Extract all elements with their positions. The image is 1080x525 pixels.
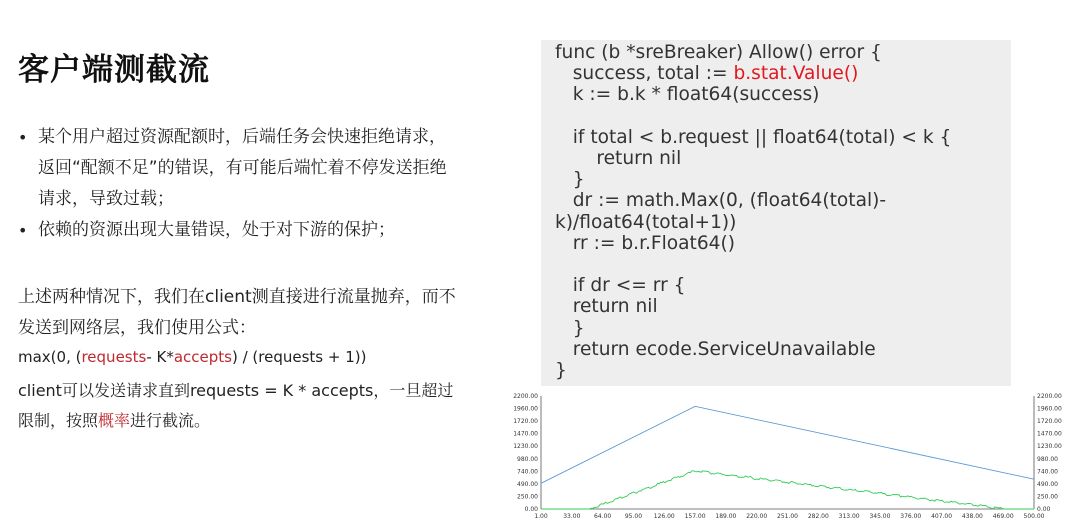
code-line: return nil (555, 148, 682, 170)
y-tick-label-left: 980.00 (517, 455, 538, 463)
y-tick-label-right: 1960.00 (1037, 405, 1062, 413)
code-line: k)/float64(total+1)) (555, 211, 737, 233)
y-tick-label-left: 1720.00 (513, 418, 538, 426)
code-line: } (555, 360, 567, 382)
code-highlight: b.stat.Value() (733, 63, 859, 85)
code-line: k := b.k * float64(success) (555, 84, 820, 106)
series-line-blue (541, 406, 1034, 483)
y-tick-label-left: 1960.00 (513, 405, 538, 413)
paragraph-limit-after: 进行截流。 (130, 411, 211, 430)
x-tick-label: 157.00 (684, 513, 706, 520)
x-tick-label: 189.00 (715, 513, 737, 520)
formula-prefix: max(0, ( (18, 348, 82, 366)
y-tick-label-right: 490.00 (1037, 480, 1058, 488)
code-text (555, 42, 951, 381)
y-tick-label-left: 2200.00 (513, 393, 538, 400)
bullet-list (18, 122, 458, 246)
y-tick-label-left: 0.00 (524, 506, 538, 513)
y-tick-label-left: 490.00 (517, 480, 538, 488)
x-tick-label: 313.00 (838, 513, 860, 520)
x-tick-label: 376.00 (900, 513, 922, 520)
traffic-chart (500, 388, 1075, 525)
x-tick-label: 1.00 (534, 513, 548, 520)
code-line: if dr <= rr { (555, 275, 686, 297)
paragraph-limit (18, 376, 458, 436)
y-tick-label-right: 0.00 (1037, 506, 1051, 513)
code-line: if total < b.request || float64(total) < k { (555, 126, 952, 148)
code-line: func (b *sreBreaker) Allow() error { (555, 42, 882, 63)
formula-requests: requests (81, 348, 147, 366)
y-tick-label-right: 740.00 (1037, 468, 1058, 476)
bullet-dot: • (18, 221, 28, 240)
code-line: return ecode.ServiceUnavailable (555, 338, 876, 360)
bullet-item (18, 122, 458, 215)
paragraph-intro: 上述两种情况下，我们在client测直接进行流量抛弃，而不发送到网络层，我们使用公式： (18, 287, 456, 338)
code-line: success, total := (555, 63, 734, 85)
formula-middle: - K* (146, 348, 174, 366)
x-tick-label: 126.00 (653, 513, 675, 520)
x-tick-label: 469.00 (992, 513, 1014, 520)
paragraph-limit-before: client可以发送请求直到requests = K * accepts，一旦超过限制，按照 (18, 381, 454, 430)
y-tick-label-right: 1470.00 (1037, 430, 1062, 438)
x-tick-label: 251.00 (777, 513, 798, 520)
page-title: 客户端测截流 (18, 52, 210, 88)
x-tick-label: 33.00 (563, 513, 581, 520)
x-tick-label: 220.00 (746, 513, 768, 520)
y-tick-label-right: 250.00 (1037, 493, 1058, 501)
y-tick-label-left: 1230.00 (513, 443, 538, 451)
formula (18, 346, 366, 368)
series-line-green (541, 471, 1034, 509)
y-tick-label-left: 740.00 (517, 468, 538, 476)
y-tick-label-left: 1470.00 (513, 430, 538, 438)
x-tick-label: 64.00 (594, 513, 612, 520)
formula-suffix: ) / (requests + 1)) (231, 348, 367, 366)
y-tick-label-right: 1230.00 (1037, 443, 1062, 451)
code-block (541, 40, 1011, 386)
y-tick-label-right: 980.00 (1037, 455, 1058, 463)
x-tick-label: 282.00 (807, 513, 829, 520)
code-line: rr := b.r.Float64() (555, 232, 736, 254)
bullet-dot: • (18, 128, 28, 147)
code-line: } (555, 317, 585, 339)
formula-accepts: accepts (173, 348, 232, 366)
x-tick-label: 407.00 (931, 513, 953, 520)
code-line: dr := math.Max(0, (float64(total)- (555, 190, 887, 212)
probability-highlight: 概率 (98, 411, 131, 430)
bullet-text: 某个用户超过资源配额时，后端任务会快速拒绝请求，返回“配额不足”的错误，有可能后端忙着不停发送拒绝请求，导致过载； (38, 127, 447, 209)
x-tick-label: 438.00 (961, 513, 983, 520)
x-tick-label: 95.00 (624, 513, 643, 520)
bullet-text: 依赖的资源出现大量错误，处于对下游的保护； (38, 220, 395, 240)
code-line: return nil (555, 296, 658, 318)
code-line: } (555, 169, 585, 191)
bullet-item (18, 215, 458, 246)
y-tick-label-right: 2200.00 (1037, 393, 1062, 400)
y-tick-label-left: 250.00 (517, 493, 538, 501)
x-tick-label: 500.00 (1023, 513, 1045, 520)
x-tick-label: 345.00 (869, 513, 891, 520)
y-tick-label-right: 1720.00 (1037, 418, 1062, 426)
